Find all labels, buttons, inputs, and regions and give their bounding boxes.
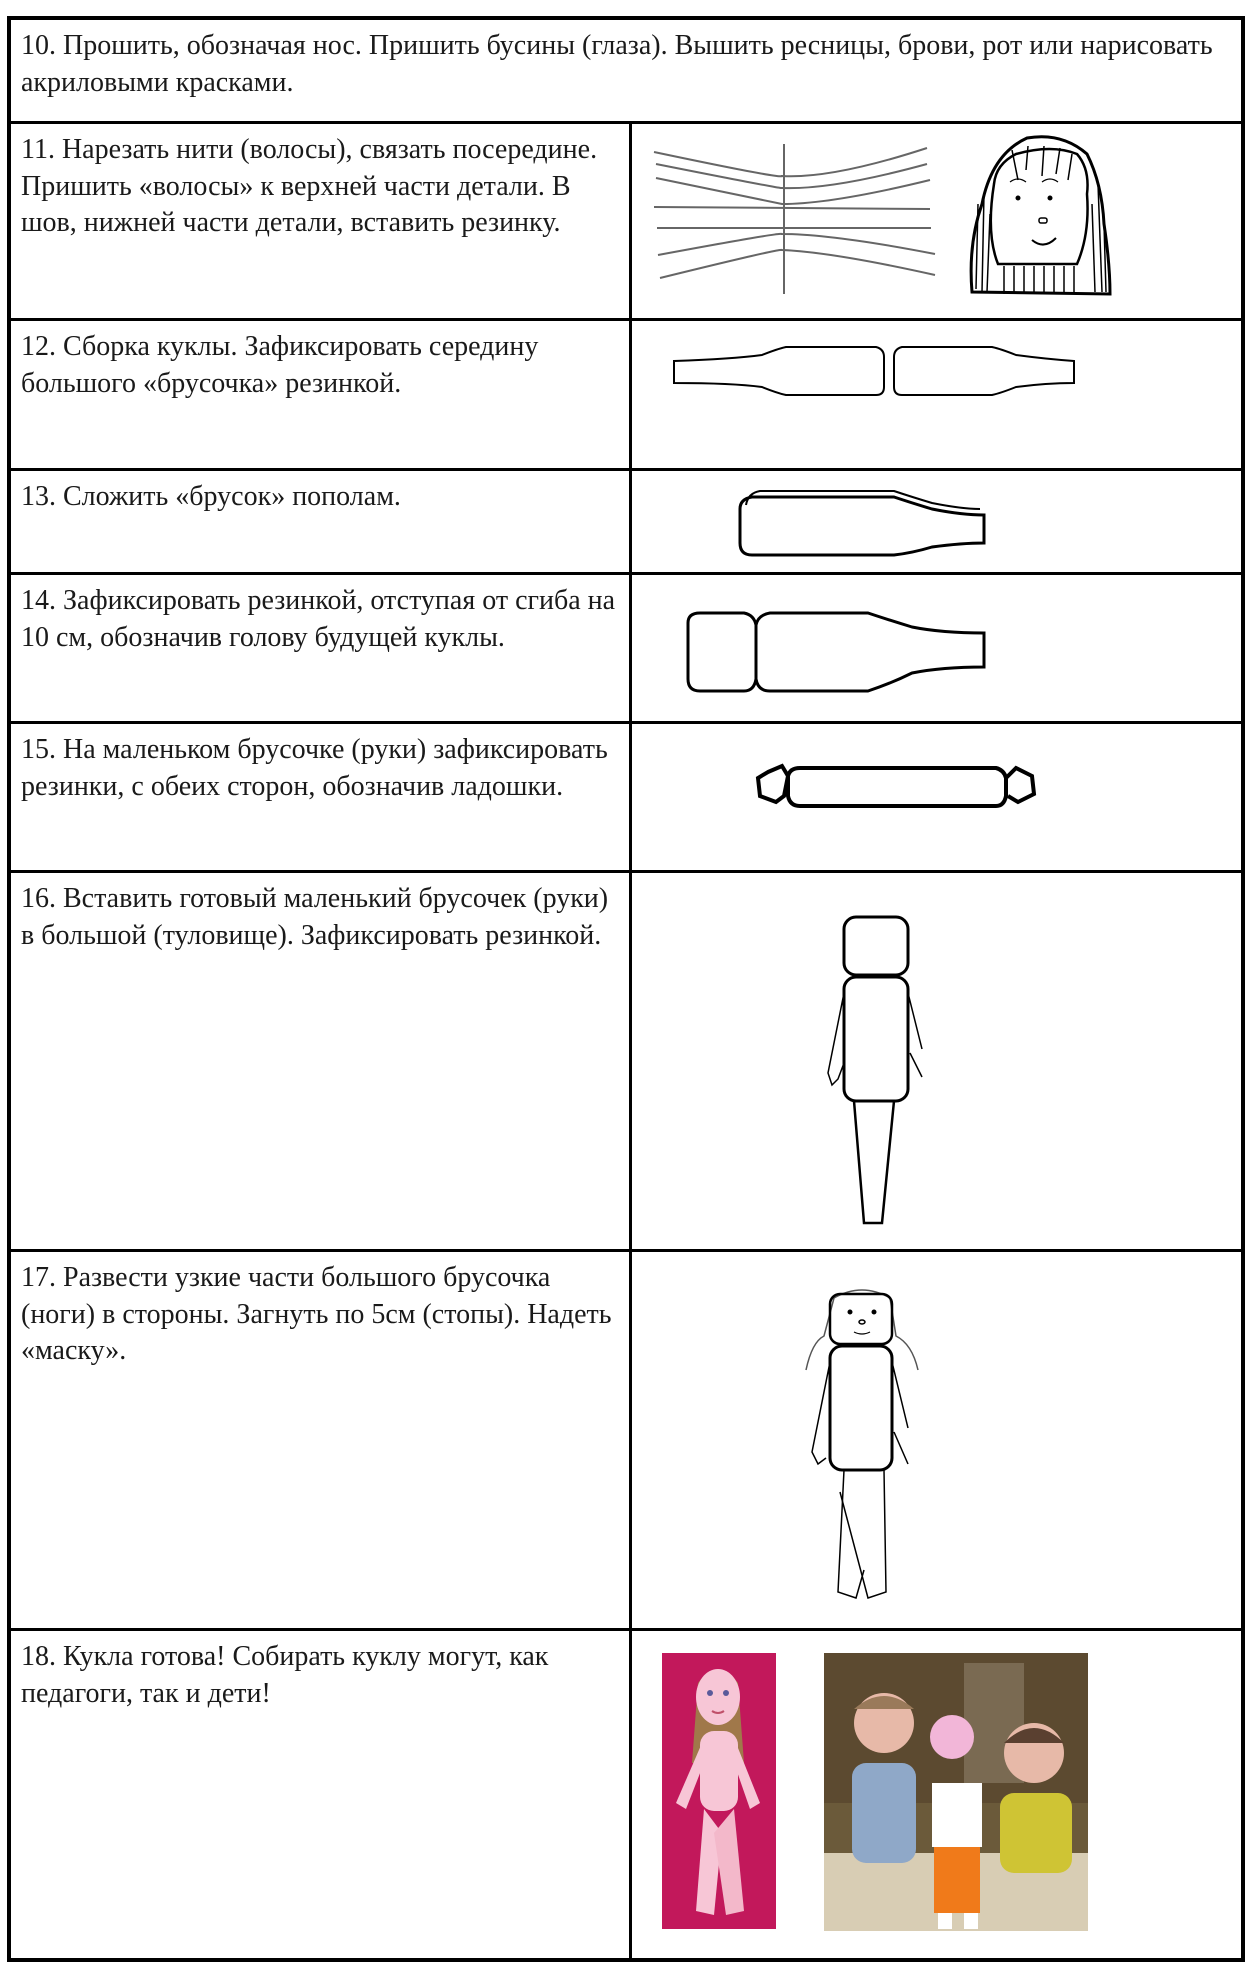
doll-photo xyxy=(662,1653,776,1929)
table-row xyxy=(11,724,1241,873)
table-row xyxy=(11,1631,1241,1958)
step-text: 18. Кукла готова! Собирать куклу могут, как педагоги, так и дети! xyxy=(21,1641,549,1709)
step-illustration xyxy=(629,724,1241,870)
table-row xyxy=(11,1252,1241,1631)
table-row xyxy=(11,575,1241,724)
table-row xyxy=(11,471,1241,575)
step-text: 17. Развести узкие части большого брусочка (ноги) в стороны. Загнуть по 5см (стопы). Надеть «маску». xyxy=(21,1262,612,1366)
step-illustration xyxy=(629,471,1241,572)
table-row xyxy=(11,321,1241,471)
step-text: 10. Прошить, обозначая нос. Пришить бусины (глаза). Вышить ресницы, брови, рот или нарисовать акриловыми красками. xyxy=(21,30,1213,98)
step-illustration xyxy=(629,575,1241,721)
block-with-head-icon xyxy=(688,613,984,691)
step-illustration xyxy=(629,321,1241,468)
step-illustration xyxy=(629,873,1241,1249)
children-with-doll-photo xyxy=(824,1653,1088,1931)
instructions-table xyxy=(7,16,1245,1962)
step-text: 11. Нарезать нити (волосы), связать посередине. Пришить «волосы» к верхней части детали. В шов, нижней части детали, вставить резинку. xyxy=(21,134,598,238)
table-row xyxy=(11,124,1241,321)
arms-block-icon xyxy=(758,766,1034,806)
step-text: 16. Вставить готовый маленький брусочек (руки) в большой (туловище). Зафиксировать резинкой. xyxy=(21,883,609,951)
doll-body-icon xyxy=(828,917,922,1223)
folded-block-icon xyxy=(740,491,984,555)
step-text: 13. Сложить «брусок» пополам. xyxy=(21,481,401,512)
step-text: 15. На маленьком брусочке (руки) зафиксировать резинки, с обеих сторон, обозначив ладошки. xyxy=(21,734,608,802)
step-text: 12. Сборка куклы. Зафиксировать середину большого «брусочка» резинкой. xyxy=(21,331,539,399)
table-row xyxy=(11,873,1241,1252)
step-text: 14. Зафиксировать резинкой, отступая от сгиба на 10 см, обозначив голову будущей куклы. xyxy=(21,585,616,653)
step-illustration xyxy=(629,1252,1241,1628)
table-row xyxy=(11,20,1241,124)
step-illustration xyxy=(629,1631,1241,1958)
hair-threads-icon xyxy=(654,144,935,294)
doll-face-icon xyxy=(971,137,1110,294)
long-block-icon xyxy=(674,347,1074,395)
doll-figure-icon xyxy=(806,1290,918,1598)
step-illustration xyxy=(629,124,1241,318)
